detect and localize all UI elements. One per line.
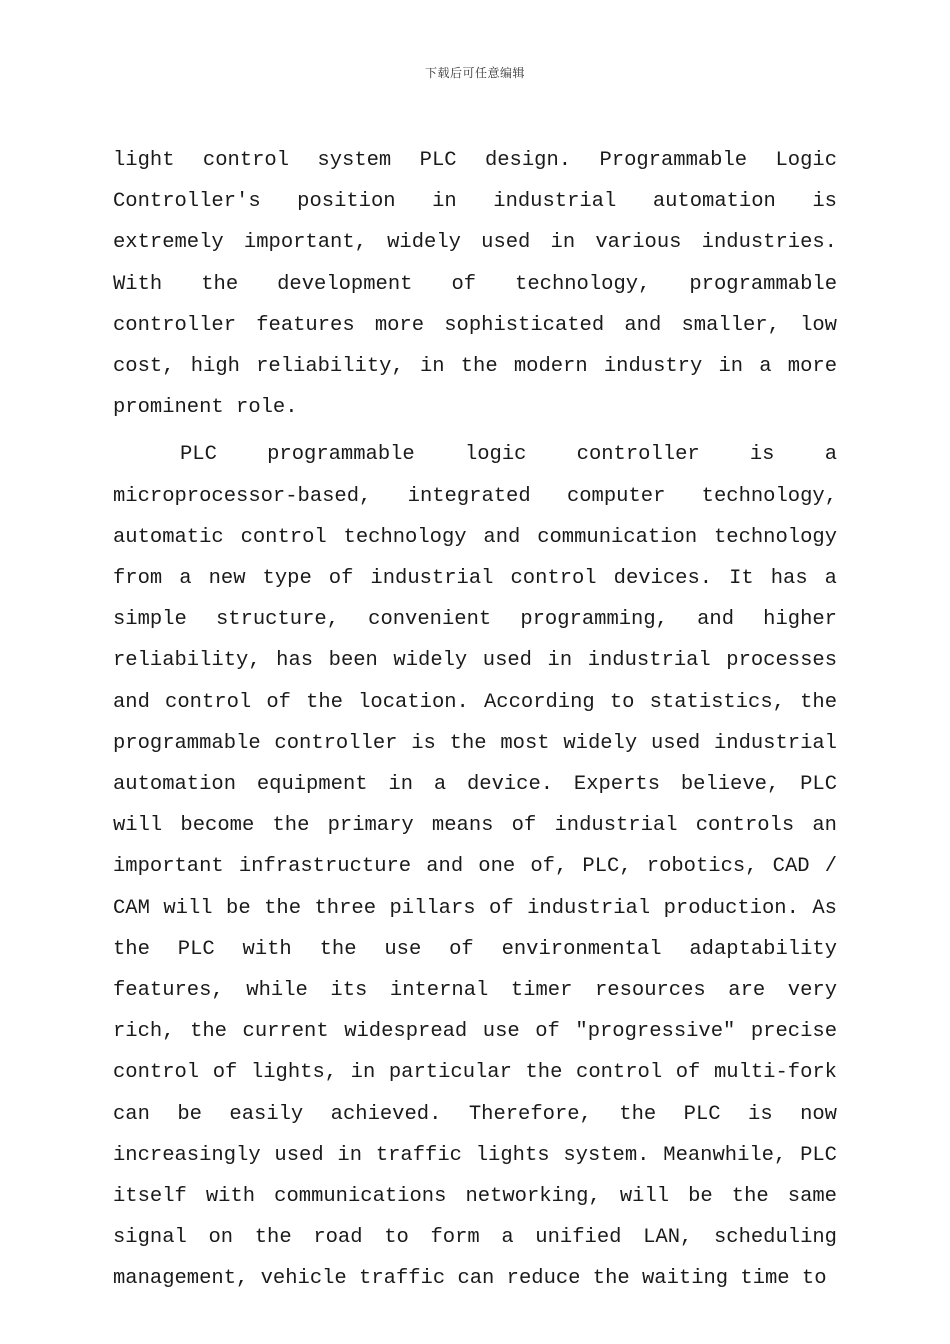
paragraph-2: PLC programmable logic controller is a microprocessor-based, integrated computer technology, automatic control technology and communication technology from a new type of industrial control devices. It has a simple structure, convenient programming, and higher reliability, has been widely used in industrial processes and control of the location. According to statistics, the programmable controller is the most widely used industrial automation equipment in a device. Experts believe, PLC will become the primary means of industrial controls an important infrastructure and one of, PLC, robotics, CAD / CAM will be the three pillars of industrial production. As the PLC with the use of environmental adaptability features, while its internal timer resources are very rich, the current widespread use of "progressive" precise control of lights, in particular the control of multi-fork can be easily achieved. Therefore, the PLC is now increasingly used in traffic lights system. Meanwhile, PLC itself with communications networking, will be the same signal on the road to form a unified LAN, scheduling management, vehicle traffic can reduce the waiting time to <box>113 443 837 1291</box>
document-body <box>113 140 837 1300</box>
page-header: 下载后可任意编辑 <box>424 66 525 80</box>
paragraph-1: light control system PLC design. Programmable Logic Controller's position in industrial automation is extremely important, widely used in various industries. With the development of technology, programmable controller features more sophisticated and smaller, low cost, high reliability, in the modern industry in a more prominent role. <box>113 149 837 420</box>
